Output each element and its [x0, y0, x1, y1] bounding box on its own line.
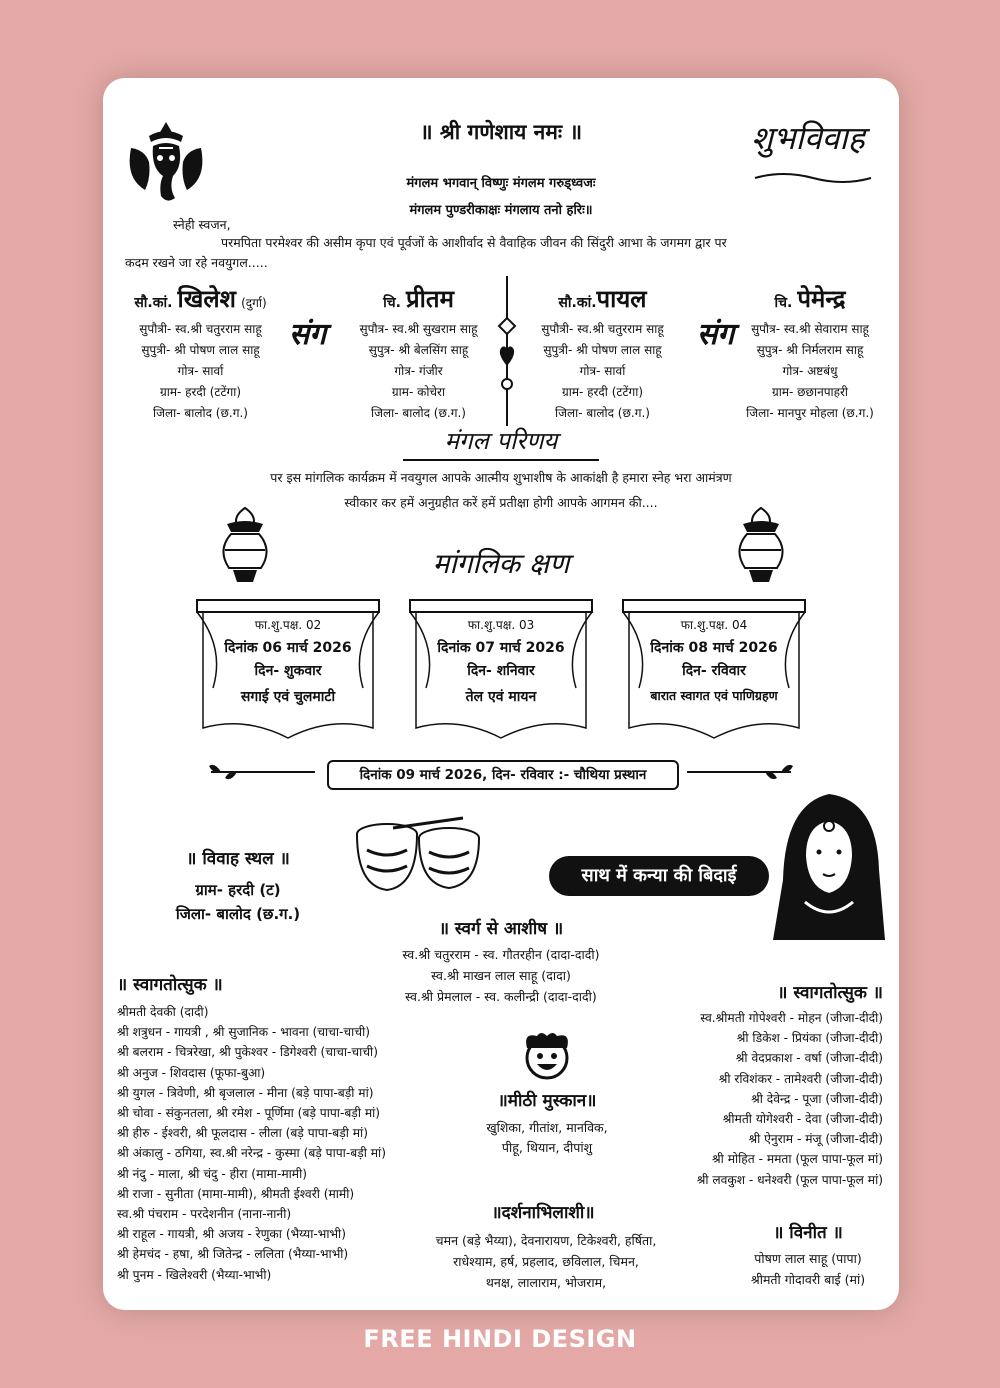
groom-2-prefix: चि. [774, 295, 793, 311]
swarg-line: स्व.श्री माखन लाल साहू (दादा) [431, 968, 571, 983]
welcomers-right-list [643, 1008, 883, 1190]
sang-label-1: संग [289, 317, 327, 352]
footer-watermark: FREE HINDI DESIGN [363, 1325, 637, 1353]
darshan-title: ॥दर्शनाभिलाशी॥ [491, 1203, 595, 1223]
groom-2-line: गोत्र- अष्टबंधु [782, 364, 838, 378]
list-item: श्रीमती योगेश्वरी - देवा (जीजा-दीदी) [722, 1112, 883, 1127]
bride-2-line: गोत्र- सार्वा [579, 364, 626, 378]
sang-label-2: संग [697, 317, 735, 352]
party-bride-1 [113, 282, 288, 424]
event-day: दिन- रविवार [682, 663, 746, 679]
darshan-line: चमन (बड़े भैय्या), देवनारायण, टिकेश्वरी, हर्षिता, [435, 1233, 657, 1248]
list-item: श्री नंदु - माला, श्री चंदु - हीरा (मामा-मामी) [117, 1166, 307, 1181]
event-date: दिनांक 07 मार्च 2026 [437, 640, 565, 656]
event-name: सगाई एवं चुलमाटी [240, 689, 336, 705]
event-day: दिन- शनिवार [467, 663, 535, 679]
event-date: दिनांक 06 मार्च 2026 [224, 640, 352, 656]
swarg-title: ॥ स्वर्ग से आशीष ॥ [438, 919, 564, 939]
groom-1-line: सुपौत्र- स्व.श्री सुखराम साहू [359, 322, 478, 336]
vineet-line: पोषण लाल साहू (पापा) [754, 1251, 862, 1266]
bride-1-line: ग्राम- हरदी (टटेंगा) [159, 385, 242, 399]
kalash-icon [213, 506, 277, 588]
list-item: श्री पुनम - खिलेश्वरी (भैय्या-भाभी) [117, 1267, 272, 1282]
event-date: दिनांक 08 मार्च 2026 [650, 640, 778, 656]
groom-2-line: जिला- मानपुर मोहला (छ.ग.) [746, 406, 874, 420]
event-card [621, 598, 807, 748]
bride-1-line: सुपुत्री- श्री पोषण लाल साहू [141, 343, 260, 357]
party-bride-2 [515, 282, 690, 424]
list-item: श्री हेमचंद - हषा, श्री जितेन्द्र - ललिता (भैय्या-भाभी) [117, 1247, 349, 1262]
list-item: श्री रविशंकर - तामेश्वरी (जीजा-दीदी) [718, 1071, 883, 1086]
groom-1-line: ग्राम- कोचेरा [391, 385, 446, 399]
bride-1-line: सुपौत्री- स्व.श्री चतुरराम साहू [139, 322, 262, 336]
intro-line-1: परमपिता परमेश्वर की असीम कृपा एवं पूर्वजों के आशीर्वाद से वैवाहिक जीवन की सिंदुरी आभा के जगमग द्वार पर [221, 235, 727, 250]
event-paksha: फा.शु.पक्ष. 03 [467, 618, 535, 632]
groom-1-line: जिला- बालोद (छ.ग.) [371, 406, 466, 420]
chauthiya-banner: दिनांक 09 मार्च 2026, दिन- रविवार :- चौथिया प्रस्थान [327, 760, 679, 790]
groom-2-name: पेमेन्द्र [797, 285, 846, 313]
list-item: श्री ऐनुराम - मंजू (जीजा-दीदी) [748, 1132, 883, 1147]
list-item: श्री डिकेश - प्रियंका (जीजा-दीदी) [736, 1031, 883, 1046]
event-day: दिन- शुकवार [254, 663, 322, 679]
list-item: श्री राजा - सुनीता (मामा-मामी), श्रीमती ईश्वरी (मामी) [117, 1186, 355, 1201]
bride-1-prefix: सौ.कां. [134, 295, 173, 311]
list-item: श्री हीरु - ईश्वरी, श्री फूलदास - लीला (बड़े पापा-बड़ी मां) [117, 1126, 368, 1141]
kalash-icon [729, 506, 793, 588]
bride-2-prefix: सौ.कां. [558, 295, 597, 311]
welcomers-right-title: ॥ स्वागतोत्सुक ॥ [777, 983, 883, 1003]
invitation-line-1: पर इस मांगलिक कार्यक्रम में नवयुगल आपके आत्मीय शुभाशीष के आकांक्षी है हमारा स्नेह भरा आमंत्रण [270, 470, 732, 485]
meethi-line: खुशिका, गीतांश, मानविक, [486, 1120, 608, 1135]
venue-title: ॥ विवाह स्थल ॥ [186, 849, 290, 869]
meethi-muskan-title: ॥मीठी मुस्कान॥ [497, 1091, 597, 1111]
swarg-line: स्व.श्री प्रेमलाल - स्व. कलीन्द्री (दादा-दादी) [405, 989, 597, 1004]
party-groom-1 [331, 282, 506, 424]
vineet-line: श्रीमती गोदावरी बाई (मां) [750, 1272, 866, 1287]
party-groom-2 [721, 282, 899, 424]
bride-2-name: पायल [596, 285, 647, 313]
bride-1-name: खिलेश [177, 285, 236, 313]
venue-line-2: जिला- बालोद (छ.ग.) [175, 905, 301, 923]
shubh-vivah-title: शुभविवाह [751, 119, 865, 157]
vineet-title: ॥ विनीत ॥ [773, 1223, 843, 1243]
list-item: स्व.श्रीमती गोपेश्वरी - मोहन (जीजा-दीदी) [700, 1011, 883, 1025]
darshan-list [408, 1230, 684, 1293]
list-item: श्री अनुज - शिवदास (फूफा-बुआ) [117, 1065, 266, 1080]
groom-2-line: सुपौत्र- स्व.श्री सेवाराम साहू [751, 322, 869, 336]
list-item: श्री बलराम - चित्ररेखा, श्री पुकेश्वर - डिगेश्वरी (चाचा-चाची) [117, 1045, 378, 1060]
manglik-kshan-title: मांगलिक क्षण [432, 547, 570, 580]
groom-2-line: सुपुत्र- श्री निर्मलराम साहू [756, 343, 864, 357]
bride-2-line: जिला- बालोद (छ.ग.) [555, 406, 650, 420]
bride-2-line: सुपुत्री- श्री पोषण लाल साहू [543, 343, 662, 357]
groom-1-name: प्रीतम [406, 285, 454, 313]
groom-1-line: गोत्र- गंजीर [394, 364, 443, 378]
event-paksha: फा.शु.पक्ष. 02 [254, 618, 322, 632]
bride-2-line: सुपौत्री- स्व.श्री चतुरराम साहू [541, 322, 664, 336]
meethi-muskan-list [457, 1118, 637, 1158]
intro-line-2: कदम रखने जा रहे नवयुगल..... [125, 255, 268, 270]
invocation-text: ॥ श्री गणेशाय नमः ॥ [419, 120, 583, 144]
list-item: श्री देवेन्द्र - पूजा (जीजा-दीदी) [751, 1091, 883, 1106]
groom-1-line: सुपुत्र- श्री बेलसिंग साहू [368, 343, 469, 357]
meethi-line: पीहू, थियान, दीपांशु [501, 1140, 593, 1155]
list-item: श्री राहूल - गायत्री, श्री अजय - रेणुका (भैय्या-भाभी) [117, 1227, 346, 1242]
mantra-line-2: मंगलम पुण्डरीकाक्षः मंगलाय तनो हरिः॥ [409, 203, 593, 218]
list-item: श्री युगल - त्रिवेणी, श्री बृजलाल - मीना (बड़े पापा-बड़ी मां) [117, 1085, 374, 1100]
leaf-vine-icon [207, 760, 317, 784]
vineet-list [733, 1248, 883, 1290]
bride-1-line: जिला- बालोद (छ.ग.) [153, 406, 248, 420]
swarg-list [363, 944, 639, 1007]
mangal-parinay-title: मंगल परिणय [403, 424, 599, 461]
list-item: श्री वेदप्रकाश - वर्षा (जीजा-दीदी) [735, 1051, 883, 1066]
leaf-vine-icon [685, 760, 795, 784]
list-item: श्री मोहित - ममता (फूल पापा-फूल मां) [712, 1152, 883, 1167]
event-name: तेल एवं मायन [465, 689, 537, 705]
groom-1-prefix: चि. [383, 295, 401, 311]
darshan-line: थनक्ष, लालाराम, भोजराम, [485, 1275, 607, 1290]
bride-portrait-icon [769, 790, 889, 940]
mantra-line-1: मंगलम भगवान् विष्णुः मंगलम गरुड्ध्वजः [406, 176, 596, 191]
darshan-line: राधेश्याम, हर्ष, प्रहलाद, छविलाल, चिमन, [453, 1254, 639, 1269]
event-paksha: फा.शु.पक्ष. 04 [680, 618, 748, 632]
list-item: स्व.श्री पंचराम - परदेशनीन (नाना-नानी) [117, 1207, 292, 1222]
invitation-card [103, 78, 899, 1310]
dhol-drum-icon [353, 816, 483, 896]
smiley-child-icon [519, 1028, 575, 1084]
greeting-text: स्नेही स्वजन, [173, 217, 231, 232]
venue-line-1: ग्राम- हरदी (ट) [195, 881, 281, 899]
event-card [195, 598, 381, 748]
bidai-banner: साथ में कन्या की बिदाई [549, 856, 769, 896]
bride-1-suffix: (दुर्गा) [241, 296, 267, 310]
swirl-ornament-icon [753, 170, 873, 186]
invitation-line-2: स्वीकार कर हमें अनुग्रहीत करें हमें प्रतीक्षा होगी आपके आगमन की.... [344, 495, 658, 510]
groom-2-line: ग्राम- छछानपाहरी [771, 385, 849, 399]
list-item: श्रीमती देवकी (दादी) [117, 1005, 209, 1019]
bride-2-line: ग्राम- हरदी (टटेंगा) [561, 385, 644, 399]
ganesha-icon [123, 118, 209, 208]
list-item: श्री शत्रुधन - गायत्री , श्री सुजानिक - भावना (चाचा-चाची) [117, 1025, 370, 1040]
list-item: श्री अंकालु - ठगिया, स्व.श्री नरेन्द्र - कुस्मा (बड़े पापा-बड़ी मां) [117, 1146, 386, 1161]
list-item: श्री चोवा - संकुनतला, श्री रमेश - पूर्णिमा (बड़े पापा-बड़ी मां) [117, 1106, 381, 1121]
bride-1-line: गोत्र- सार्वा [177, 364, 224, 378]
event-name: बारात स्वागत एवं पाणिग्रहण [650, 688, 778, 703]
swarg-line: स्व.श्री चतुरराम - स्व. गौतरहीन (दादा-दादी) [402, 947, 600, 962]
list-item: श्री लवकुश - धनेश्वरी (फूल पापा-फूल मां) [696, 1172, 883, 1187]
event-card [408, 598, 594, 748]
welcomers-left-title: ॥ स्वागतोत्सुक ॥ [117, 975, 223, 995]
